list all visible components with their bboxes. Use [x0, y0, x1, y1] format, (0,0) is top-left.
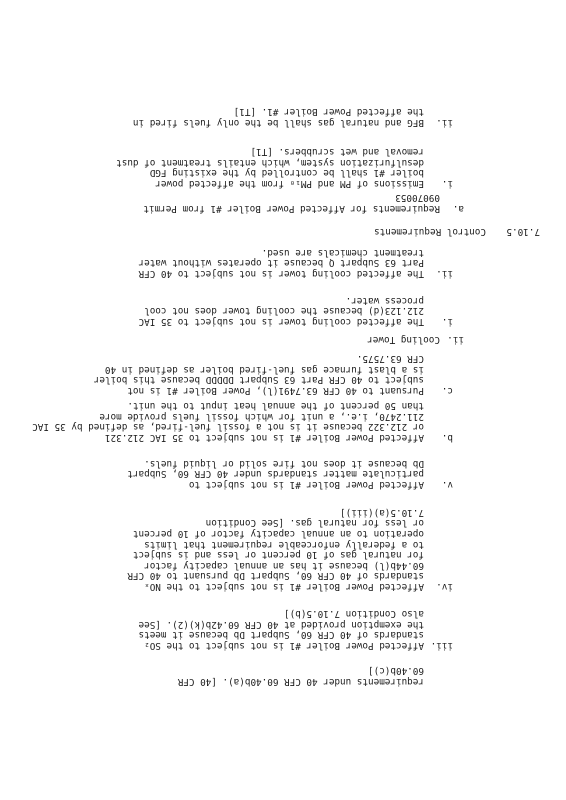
text-line: or less for natural gas. [See Condition [205, 517, 424, 529]
text-line: is a blast furnace gas fuel-fired boiler as defined in 40 [104, 363, 424, 375]
text-line: CFR 63.7575. [356, 353, 424, 365]
text-line: the exemption provided at 40 CFR 60.42b(k)(2). [See [138, 618, 424, 630]
text-line: Part 63 Subpart Q because it operates without water [138, 257, 424, 269]
text-line: 60.40b(c)] [368, 665, 424, 677]
text-line: Cooling Tower [367, 334, 440, 345]
list-marker: c. [441, 385, 453, 396]
text-line: particulate matter standards under 40 CFR 60, Subpart [127, 468, 424, 480]
text-line: removal and wet scrubbers. [T1] [250, 146, 424, 158]
text-line: or 212.322 because it is not a fossil fuel-fired, as defined by 35 IAC [32, 421, 424, 433]
list-marker: v. [441, 479, 453, 490]
text-line: The affected cooling tower is not subject to 40 CFR [138, 268, 424, 279]
list-marker: a. [452, 203, 464, 214]
list-marker: b. [441, 432, 453, 443]
text-line: 7.10.5(a)(iii)] [340, 506, 424, 518]
text-line: Pursuant to 40 CFR 63.7491(l), Power Boiler #1 is not [127, 385, 424, 396]
text-line: treatment chemicals are used. [261, 246, 424, 258]
text-line: to a federally enforceable requirement that limits [144, 538, 424, 550]
text-line: 212.123(d) because the cooling tower does not cool [144, 305, 424, 317]
text-line: Control Requirements [374, 226, 486, 237]
text-line: for natural gas of 10 percent or less and is subject [132, 549, 424, 561]
list-marker: ii. [447, 334, 464, 345]
text-line: than 50 percent of the annual heat input to the unit. [127, 400, 424, 412]
text-line: standards of 40 CFR 60, Subpart Db pursuant to 40 CFR [127, 570, 424, 582]
text-line: desulfurization system, which entails treatment of dust [116, 156, 424, 168]
list-marker: i. [441, 178, 453, 189]
text-line: Db because it does not fire solid or liquid fuels. [144, 457, 424, 469]
list-marker: i. [441, 316, 453, 327]
text-line: Affected Power Boiler #1 is not subject to the SO₂ [144, 640, 424, 651]
text-line: boiler #1 shall be controlled by the existing FGD [149, 167, 424, 179]
list-marker: iv. [436, 581, 453, 592]
text-line: 60.44b(l) because it has an annual capacity factor [144, 559, 424, 571]
list-marker: 7.10.5 [506, 226, 540, 237]
text-line: standards of 40 CFR 60, Subpart Db because it meets [138, 629, 424, 641]
list-marker: ii. [436, 268, 453, 279]
text-line: BFG and natural gas shall be the only fuels fired in [132, 117, 424, 128]
text-line: process water. [345, 294, 424, 306]
text-line: 09070053 [395, 192, 440, 204]
text-line: subject to 40 CFR Part 63 Subpart DDDDD because this boiler [93, 374, 424, 386]
text-line: also Condition 7.10.5(b)] [284, 608, 424, 620]
text-line: requirements under 40 CFR 60.40b(a). [40 CFR [177, 676, 424, 687]
text-line: Affected Power Boiler #1 is not subject to the NOₓ [144, 581, 424, 592]
text-line: Emissions of PM and PM₁₀ from the affected power [155, 178, 424, 189]
text-line: Affected Power Boiler #1 is not subject to 35 IAC 212.321 [104, 432, 424, 443]
text-line: Requirements for Affected Power Boiler #1 from Permit [143, 203, 440, 214]
list-marker: iii. [430, 640, 453, 651]
list-marker: ii. [436, 117, 453, 128]
text-line: 211.2470, i.e., a unit for which fossil fuels provide more [99, 410, 424, 422]
text-line: operation to an annual capacity factor of 10 percent [132, 528, 424, 539]
text-line: the affected Power Boiler #1. [T1] [233, 106, 424, 118]
text-line: The affected cooling tower is not subject to 35 IAC [138, 316, 424, 327]
text-line: Affected Power Boiler #1 is not subject to [188, 479, 424, 490]
